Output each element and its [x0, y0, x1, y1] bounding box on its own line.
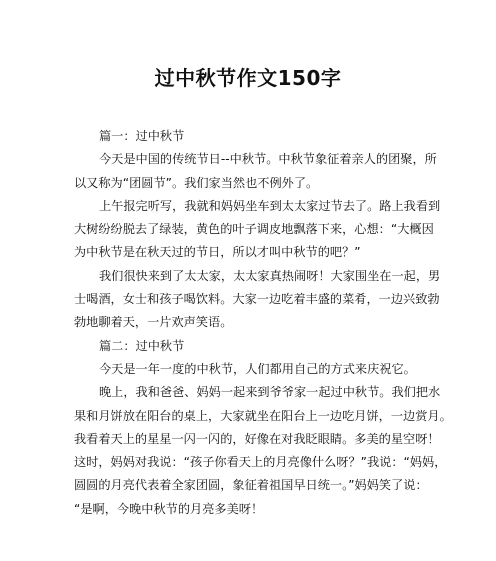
text-line: 今天是一年一度的中秋节，人们都用自己的方式来庆祝它。: [99, 361, 416, 376]
text-line: 晚上，我和爸爸、妈妈一起来到爷爷家一起过中秋节。我们把水: [99, 385, 441, 400]
text-line: “是啊，今晚中秋节的月亮多美呀！: [74, 501, 264, 516]
text-line: 今天是中国的传统节日--中秋节。中秋节象征着亲人的团聚，所: [99, 152, 437, 167]
text-line: 以又称为“团圆节”。我们家当然也不例外了。: [74, 175, 319, 190]
document-body: [74, 125, 452, 521]
text-line: 大树纷纷脱去了绿装，黄色的叶子调皮地飘落下来，心想：“大概因: [74, 222, 434, 237]
text-line: 这时，妈妈对我说：“孩子你看天上的月亮像什么呀？”我说：“妈妈，: [74, 455, 447, 470]
text-line: 圆圆的月亮代表着全家团圆，象征着祖国早日统一。”妈妈笑了说：: [74, 478, 428, 493]
section-heading: 篇二：过中秋节: [99, 338, 185, 353]
text-line: 我们很快来到了太太家，太太家真热闹呀！大家围坐在一起，男: [99, 268, 441, 283]
text-line: 上午报完听写，我就和妈妈坐车到太太家过节去了。路上我看到: [99, 198, 441, 213]
document-title: 过中秋节作文150字: [154, 66, 342, 90]
section-heading: 篇一：过中秋节: [99, 129, 185, 143]
text-line: 我看着天上的星星一闪一闪的，好像在对我眨眼睛。多美的星空呀！: [74, 431, 440, 446]
text-line: 士喝酒，女士和孩子喝饮料。大家一边吃着丰盛的菜肴，一边兴致勃: [74, 292, 440, 307]
text-line: 果和月饼放在阳台的桌上，大家就坐在阳台上一边吃月饼，一边赏月。: [74, 408, 452, 423]
text-line: 勃地聊着天，一片欢声笑语。: [74, 315, 233, 330]
text-line: 为中秋节是在秋天过的节日，所以才叫中秋节的吧？”: [74, 245, 361, 260]
